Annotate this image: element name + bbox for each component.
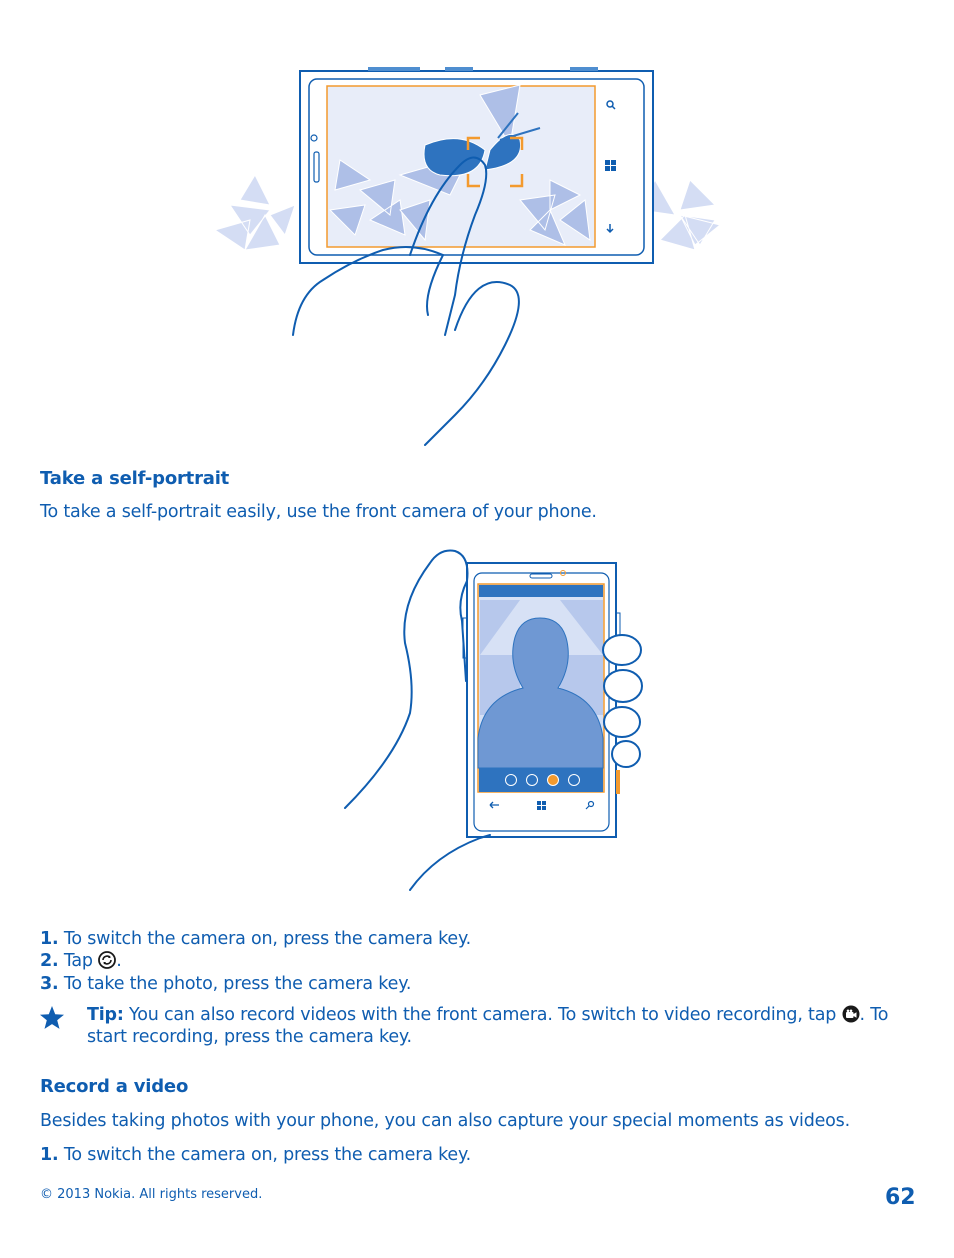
record-video-intro: Besides taking photos with your phone, you can also capture your special moments as videos.: [40, 1111, 850, 1131]
step-number: 2.: [40, 951, 59, 971]
step-text-end: .: [116, 951, 122, 971]
step-text: To take the photo, press the camera key.: [63, 974, 412, 994]
tip-label: Tip:: [87, 1005, 124, 1025]
section-heading-record-video: Record a video: [40, 1076, 189, 1097]
page-number: 62: [885, 1185, 916, 1210]
star-icon: [39, 1005, 65, 1031]
tip-line-1: [87, 1005, 888, 1025]
step-number: 1.: [40, 929, 59, 949]
step-number: 1.: [40, 1145, 59, 1165]
self-portrait-intro: To take a self-portrait easily, use the front camera of your phone.: [40, 502, 597, 522]
record-step-1: [40, 1145, 471, 1165]
selfie-illustration: [0, 540, 954, 900]
step-1: [40, 929, 471, 949]
step-number: 3.: [40, 974, 59, 994]
tip-line-2: start recording, press the camera key.: [87, 1027, 412, 1047]
section-heading-self-portrait: Take a self-portrait: [40, 468, 230, 489]
copyright: © 2013 Nokia. All rights reserved.: [40, 1187, 263, 1202]
focus-illustration: [0, 0, 954, 440]
step-text: To switch the camera on, press the camera key.: [63, 929, 471, 949]
tip-text: You can also record videos with the front camera. To switch to video recording, tap: [129, 1005, 837, 1025]
step-text: To switch the camera on, press the camera key.: [63, 1145, 471, 1165]
tip-text-end: . To: [859, 1005, 889, 1025]
step-text: Tap: [63, 951, 93, 971]
video-camera-icon: [842, 1005, 860, 1023]
step-2: [40, 951, 122, 971]
step-3: [40, 974, 411, 994]
camera-switch-icon: [98, 951, 116, 969]
